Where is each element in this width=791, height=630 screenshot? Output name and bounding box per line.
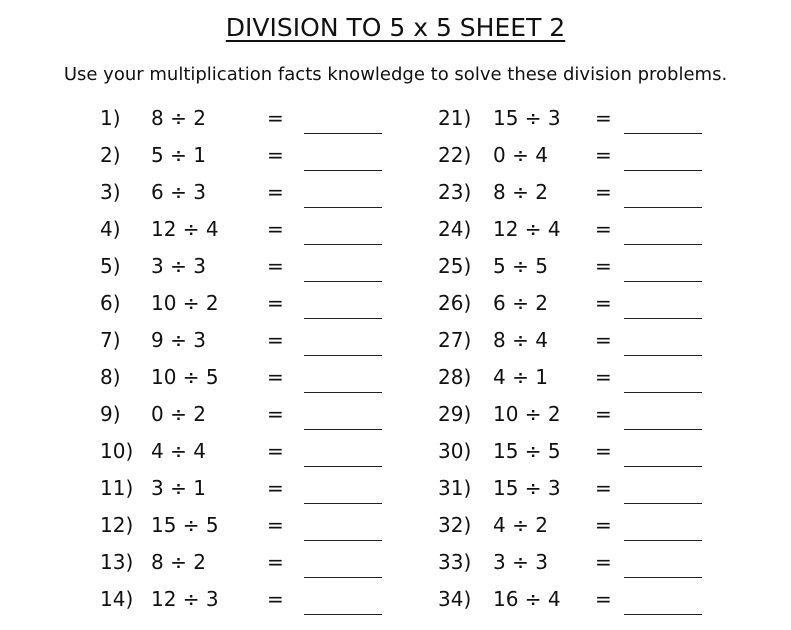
equals-sign: = bbox=[267, 328, 284, 352]
equals-sign: = bbox=[267, 106, 284, 130]
equals-sign: = bbox=[267, 476, 284, 500]
answer-blank[interactable] bbox=[624, 207, 702, 208]
answer-blank[interactable] bbox=[624, 355, 702, 356]
answer-blank[interactable] bbox=[304, 281, 382, 282]
problem-number: 33) bbox=[438, 550, 472, 574]
problem-number: 9) bbox=[100, 402, 121, 426]
problem-expression: 15 ÷ 5 bbox=[151, 513, 219, 537]
problem-number: 10) bbox=[100, 439, 134, 463]
problem-expression: 3 ÷ 3 bbox=[151, 254, 206, 278]
problem-number: 34) bbox=[438, 587, 472, 611]
equals-sign: = bbox=[595, 291, 612, 315]
answer-blank[interactable] bbox=[624, 281, 702, 282]
problem-number: 22) bbox=[438, 143, 472, 167]
problem-number: 1) bbox=[100, 106, 121, 130]
problem-number: 7) bbox=[100, 328, 121, 352]
problem-expression: 10 ÷ 5 bbox=[151, 365, 219, 389]
answer-blank[interactable] bbox=[304, 466, 382, 467]
problem-number: 6) bbox=[100, 291, 121, 315]
problem-expression: 15 ÷ 5 bbox=[493, 439, 561, 463]
equals-sign: = bbox=[267, 254, 284, 278]
equals-sign: = bbox=[267, 180, 284, 204]
problem-expression: 3 ÷ 1 bbox=[151, 476, 206, 500]
equals-sign: = bbox=[267, 217, 284, 241]
problem-expression: 5 ÷ 1 bbox=[151, 143, 206, 167]
equals-sign: = bbox=[267, 439, 284, 463]
problem-expression: 10 ÷ 2 bbox=[493, 402, 561, 426]
problem-number: 13) bbox=[100, 550, 134, 574]
problem-number: 8) bbox=[100, 365, 121, 389]
equals-sign: = bbox=[267, 402, 284, 426]
answer-blank[interactable] bbox=[304, 429, 382, 430]
problem-row bbox=[100, 103, 384, 133]
answer-blank[interactable] bbox=[304, 133, 382, 134]
equals-sign: = bbox=[267, 143, 284, 167]
equals-sign: = bbox=[267, 587, 284, 611]
problem-number: 14) bbox=[100, 587, 134, 611]
equals-sign: = bbox=[267, 365, 284, 389]
problem-expression: 3 ÷ 3 bbox=[493, 550, 548, 574]
problem-row bbox=[100, 214, 384, 244]
problem-number: 21) bbox=[438, 106, 472, 130]
problem-row bbox=[438, 547, 704, 577]
problem-row bbox=[438, 251, 704, 281]
answer-blank[interactable] bbox=[304, 503, 382, 504]
problem-number: 31) bbox=[438, 476, 472, 500]
problem-row bbox=[438, 103, 704, 133]
problem-expression: 15 ÷ 3 bbox=[493, 476, 561, 500]
problem-row bbox=[100, 362, 384, 392]
problem-number: 29) bbox=[438, 402, 472, 426]
answer-blank[interactable] bbox=[304, 614, 382, 615]
equals-sign: = bbox=[267, 550, 284, 574]
problem-expression: 0 ÷ 2 bbox=[151, 402, 206, 426]
problem-number: 2) bbox=[100, 143, 121, 167]
answer-blank[interactable] bbox=[624, 503, 702, 504]
equals-sign: = bbox=[267, 513, 284, 537]
equals-sign: = bbox=[595, 439, 612, 463]
problem-number: 23) bbox=[438, 180, 472, 204]
problem-row bbox=[438, 177, 704, 207]
problem-row bbox=[100, 510, 384, 540]
answer-blank[interactable] bbox=[624, 392, 702, 393]
answer-blank[interactable] bbox=[304, 355, 382, 356]
equals-sign: = bbox=[595, 217, 612, 241]
problem-expression: 6 ÷ 2 bbox=[493, 291, 548, 315]
answer-blank[interactable] bbox=[304, 207, 382, 208]
problem-row bbox=[100, 584, 384, 614]
equals-sign: = bbox=[595, 180, 612, 204]
problem-expression: 8 ÷ 4 bbox=[493, 328, 548, 352]
problem-row bbox=[438, 510, 704, 540]
worksheet-instructions: Use your multiplication facts knowledge to solve these division problems. bbox=[63, 64, 728, 85]
problem-row bbox=[438, 436, 704, 466]
problem-expression: 6 ÷ 3 bbox=[151, 180, 206, 204]
equals-sign: = bbox=[595, 513, 612, 537]
problem-expression: 8 ÷ 2 bbox=[493, 180, 548, 204]
answer-blank[interactable] bbox=[304, 392, 382, 393]
answer-blank[interactable] bbox=[624, 429, 702, 430]
problem-number: 12) bbox=[100, 513, 134, 537]
answer-blank[interactable] bbox=[304, 244, 382, 245]
problem-row bbox=[438, 584, 704, 614]
problem-number: 3) bbox=[100, 180, 121, 204]
equals-sign: = bbox=[595, 143, 612, 167]
answer-blank[interactable] bbox=[624, 614, 702, 615]
equals-sign: = bbox=[595, 106, 612, 130]
problem-row bbox=[100, 288, 384, 318]
problem-number: 28) bbox=[438, 365, 472, 389]
answer-blank[interactable] bbox=[624, 540, 702, 541]
problem-expression: 12 ÷ 4 bbox=[151, 217, 219, 241]
equals-sign: = bbox=[595, 587, 612, 611]
equals-sign: = bbox=[595, 254, 612, 278]
problem-number: 4) bbox=[100, 217, 121, 241]
answer-blank[interactable] bbox=[624, 133, 702, 134]
problem-row bbox=[100, 325, 384, 355]
problem-row bbox=[100, 140, 384, 170]
equals-sign: = bbox=[267, 291, 284, 315]
answer-blank[interactable] bbox=[624, 466, 702, 467]
problem-expression: 12 ÷ 3 bbox=[151, 587, 219, 611]
answer-blank[interactable] bbox=[304, 540, 382, 541]
problem-number: 24) bbox=[438, 217, 472, 241]
problem-number: 32) bbox=[438, 513, 472, 537]
answer-blank[interactable] bbox=[304, 577, 382, 578]
problem-expression: 12 ÷ 4 bbox=[493, 217, 561, 241]
problem-expression: 5 ÷ 5 bbox=[493, 254, 548, 278]
problem-row bbox=[100, 399, 384, 429]
problem-expression: 4 ÷ 2 bbox=[493, 513, 548, 537]
problem-row bbox=[438, 325, 704, 355]
problem-expression: 15 ÷ 3 bbox=[493, 106, 561, 130]
problem-row bbox=[100, 547, 384, 577]
problem-row bbox=[438, 362, 704, 392]
equals-sign: = bbox=[595, 402, 612, 426]
answer-blank[interactable] bbox=[624, 244, 702, 245]
problem-number: 5) bbox=[100, 254, 121, 278]
problem-expression: 8 ÷ 2 bbox=[151, 550, 206, 574]
problem-expression: 10 ÷ 2 bbox=[151, 291, 219, 315]
problem-number: 26) bbox=[438, 291, 472, 315]
worksheet-title: DIVISION TO 5 x 5 SHEET 2 bbox=[225, 13, 566, 42]
equals-sign: = bbox=[595, 550, 612, 574]
equals-sign: = bbox=[595, 476, 612, 500]
equals-sign: = bbox=[595, 328, 612, 352]
problem-number: 27) bbox=[438, 328, 472, 352]
problem-row bbox=[438, 473, 704, 503]
problem-row bbox=[438, 288, 704, 318]
problem-number: 11) bbox=[100, 476, 134, 500]
problem-row bbox=[100, 177, 384, 207]
problem-expression: 9 ÷ 3 bbox=[151, 328, 206, 352]
answer-blank[interactable] bbox=[624, 577, 702, 578]
answer-blank[interactable] bbox=[624, 170, 702, 171]
equals-sign: = bbox=[595, 365, 612, 389]
answer-blank[interactable] bbox=[304, 318, 382, 319]
problem-number: 30) bbox=[438, 439, 472, 463]
answer-blank[interactable] bbox=[304, 170, 382, 171]
problem-expression: 4 ÷ 4 bbox=[151, 439, 206, 463]
problem-row bbox=[438, 214, 704, 244]
problem-row bbox=[438, 399, 704, 429]
problem-row bbox=[100, 251, 384, 281]
problem-row bbox=[100, 473, 384, 503]
problem-expression: 4 ÷ 1 bbox=[493, 365, 548, 389]
problem-expression: 0 ÷ 4 bbox=[493, 143, 548, 167]
problem-row bbox=[438, 140, 704, 170]
problem-expression: 16 ÷ 4 bbox=[493, 587, 561, 611]
answer-blank[interactable] bbox=[624, 318, 702, 319]
problem-row bbox=[100, 436, 384, 466]
problem-expression: 8 ÷ 2 bbox=[151, 106, 206, 130]
problem-number: 25) bbox=[438, 254, 472, 278]
